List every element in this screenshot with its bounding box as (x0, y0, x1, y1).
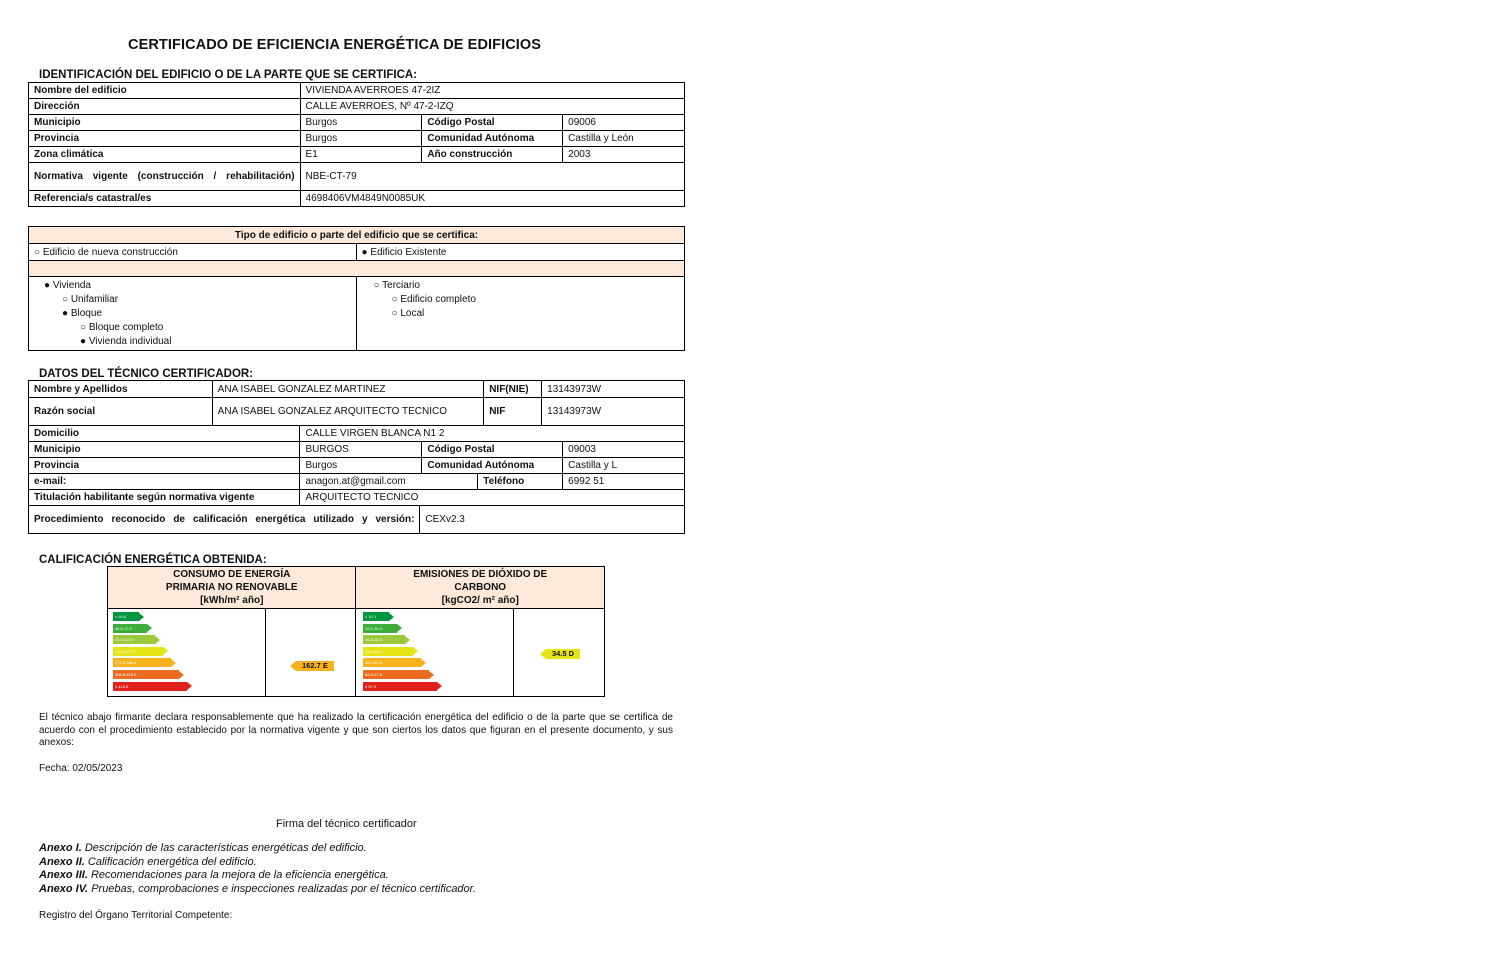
emisiones-scale-bar-g (363, 682, 449, 691)
registro-text: Registro del Órgano Territorial Competente: (39, 910, 233, 921)
anexo-text: Recomendaciones para la mejora de la eficiencia energética. (90, 869, 389, 881)
anexo-label: Anexo I. (39, 842, 82, 854)
provincia-label: Provincia (29, 131, 301, 147)
razon-label: Razón social (29, 398, 213, 426)
consumo-energy-scale (113, 612, 263, 696)
anexo-text: Calificación energética del edificio. (87, 855, 257, 868)
emisiones-scale-bar-f (363, 670, 441, 679)
emisiones-scale-letter: C (411, 636, 417, 644)
normativa-value: NBE-CT-79 (300, 163, 684, 191)
domicilio-label: Domicilio (29, 426, 300, 442)
emisiones-scale-range: 39.0-82.5 (363, 658, 421, 667)
tec-provincia-label: Provincia (29, 458, 300, 474)
telefono-value: 6992 51 (563, 474, 685, 490)
emisiones-header-line1: EMISIONES DE DIÓXIDO DE (413, 569, 548, 580)
anexo-label: Anexo III. (39, 869, 88, 881)
calificacion-heading: CALIFICACIÓN ENERGÉTICA OBTENIDA: (39, 554, 267, 566)
consumo-scale-range: 72.3-112.0 (113, 635, 155, 644)
consumo-scale-bar-f (113, 670, 191, 679)
nifnie-value: 13143973W (542, 381, 685, 398)
procedimiento-label: Procedimiento reconocido de calificación energética utilizado y versión: (29, 506, 420, 534)
emisiones-scale-range: ≥ 97.5 (363, 682, 437, 691)
tipo-table (28, 226, 685, 351)
cp-value: 09006 (563, 115, 685, 131)
consumo-scale-bar-e (113, 658, 183, 667)
emisiones-scale-letter: A (395, 613, 401, 620)
tec-municipio-value: BURGOS (300, 442, 422, 458)
emisiones-scale-range: 10.1-16.4 (363, 624, 397, 633)
telefono-label: Teléfono (478, 474, 563, 490)
nif-value: 13143973W (542, 398, 685, 426)
bloque-option: ● Bloque (62, 308, 102, 319)
titulacion-value: ARQUITECTO TECNICO (300, 490, 685, 506)
consumo-scale-letter: D (169, 647, 175, 655)
consumo-scale-bar-g (113, 682, 199, 691)
consumo-rating-value: 162.7 E (296, 661, 334, 671)
cp-label: Código Postal (422, 115, 563, 131)
emisiones-energy-scale (363, 612, 513, 696)
vivienda-individual-option: ● Vivienda individual (80, 336, 172, 347)
domicilio-value: CALLE VIRGEN BLANCA N1 2 (300, 426, 685, 442)
declaracion-text: El técnico abajo firmante declara responsablemente que ha realizado la certificación energética del edificio o de la parte que se certifica de acuerdo con el procedimiento establecido por la normativa vigente y que son ciertos los datos que figuran en el presente documento, y sus anexos: (39, 712, 673, 748)
consumo-header-line2: PRIMARIA NO RENOVABLE (165, 582, 298, 593)
zona-value: E1 (300, 147, 422, 163)
identificacion-heading: IDENTIFICACIÓN DEL EDIFICIO O DE LA PARTE QUE SE CERTIFICA: (39, 69, 418, 81)
unifamiliar-option: ○ Unifamiliar (62, 294, 119, 305)
document-title: CERTIFICADO DE EFICIENCIA ENERGÉTICA DE EDIFICIOS (128, 37, 542, 53)
consumo-scale-range: 44.6-72.3 (113, 624, 147, 633)
emisiones-scale-letter: G (443, 682, 449, 690)
provincia-value: Burgos (300, 131, 422, 147)
emisiones-scale-range: < 10.1 (363, 612, 389, 621)
fecha-text: Fecha: 02/05/2023 (39, 763, 123, 774)
nombre-edificio-value: VIVIENDA AVERROES 47-2IZ (300, 83, 684, 99)
tecnico-heading: DATOS DEL TÉCNICO CERTIFICADOR: (39, 368, 254, 380)
consumo-scale-bar-d (113, 647, 175, 656)
consumo-scale-letter: A (145, 613, 151, 620)
zona-label: Zona climática (29, 147, 301, 163)
emisiones-scale-letter: F (436, 671, 441, 678)
anexo-item (39, 842, 476, 856)
consumo-value-cell (265, 609, 356, 697)
emisiones-scale-bar-b (363, 624, 409, 633)
tecnico-table-top (28, 380, 685, 426)
firma-text: Firma del técnico certificador (276, 818, 417, 830)
consumo-scale-letter: E (178, 659, 183, 667)
consumo-scale-range: 366.5-418.5 (113, 670, 179, 679)
consumo-scale-letter: F (186, 671, 191, 678)
consumo-scale-bar-b (113, 624, 159, 633)
emisiones-scale-bar-e (363, 658, 433, 667)
tec-ca-label: Comunidad Autónoma (422, 458, 563, 474)
emisiones-scale-bar-a (363, 612, 401, 621)
emisiones-rating-pointer (540, 649, 580, 659)
titulacion-label: Titulación habilitante según normativa vigente (29, 490, 300, 506)
consumo-scale-letter: C (161, 636, 167, 644)
anio-value: 2003 (563, 147, 685, 163)
anexo-label: Anexo II. (39, 855, 85, 868)
nif-label: NIF (484, 398, 542, 426)
anexo-text: Descripción de las características energéticas del edificio. (84, 842, 367, 854)
anexo-item (39, 883, 476, 897)
nifnie-label: NIF(NIE) (484, 381, 542, 398)
consumo-scale-bar-a (113, 612, 151, 621)
anexo-text: Pruebas, comprobaciones e inspecciones realizadas por el técnico certificador. (91, 882, 476, 895)
tecnico-table-bottom (28, 425, 685, 506)
vivienda-option: ● Vivienda (44, 280, 91, 291)
consumo-header-unit: [kWh/m² año] (200, 595, 264, 606)
anexo-item (39, 856, 476, 870)
identificacion-table (28, 82, 685, 207)
emisiones-scale-range: 25.3-39.0 (363, 647, 413, 656)
consumo-scale-letter: B (153, 624, 159, 632)
emisiones-scale-bar-c (363, 635, 417, 644)
tipo-heading: Tipo de edificio o parte del edificio que se certifica: (29, 227, 685, 244)
tecnico-nombre-value: ANA ISABEL GONZALEZ MARTINEZ (212, 381, 484, 398)
edificio-completo-option: ○ Edificio completo (391, 294, 476, 305)
tec-ca-value: Castilla y L (563, 458, 685, 474)
emisiones-header-line2: CARBONO (454, 582, 507, 593)
edificio-existente-option: ● Edificio Existente (356, 244, 684, 261)
direccion-value: CALLE AVERROES, Nº 47-2-IZQ (300, 99, 684, 115)
direccion-label: Dirección (29, 99, 301, 115)
emisiones-scale-range: 16.4-25.3 (363, 635, 405, 644)
anexos-list (39, 842, 476, 896)
procedimiento-table (28, 505, 685, 534)
emisiones-header (356, 567, 605, 609)
ca-value: Castilla y León (563, 131, 685, 147)
emisiones-scale-bar-d (363, 647, 425, 656)
consumo-header (108, 567, 356, 609)
nueva-construccion-option: ○ Edificio de nueva construcción (29, 244, 357, 261)
referencia-label: Referencia/s catastral/es (29, 191, 301, 207)
anexo-label: Anexo IV. (39, 882, 89, 895)
bloque-completo-option: ○ Bloque completo (80, 322, 164, 333)
tipo-separator (29, 261, 685, 277)
normativa-label: Normativa vigente (construcción / rehabilitación) (29, 163, 301, 191)
consumo-scale-bar-c (113, 635, 167, 644)
email-value: anagon.at@gmail.com (300, 474, 478, 490)
terciario-option: ○ Terciario (373, 280, 420, 291)
nombre-edificio-label: Nombre del edificio (29, 83, 301, 99)
anexo-item (39, 869, 476, 883)
emisiones-scale-range: 82.5-97.5 (363, 670, 429, 679)
ca-label: Comunidad Autónoma (422, 131, 563, 147)
emisiones-rating-value: 34.5 D (546, 649, 580, 659)
consumo-scale-range: ≥ 418.5 (113, 682, 187, 691)
municipio-label: Municipio (29, 115, 301, 131)
consumo-rating-pointer (290, 661, 334, 671)
tec-cp-label: Código Postal (422, 442, 563, 458)
consumo-scale-range: < 44.6 (113, 612, 139, 621)
procedimiento-value: CEXv2.3 (420, 506, 685, 534)
emisiones-header-unit: [kgCO2/ m² año] (441, 595, 519, 606)
municipio-value: Burgos (300, 115, 422, 131)
emisiones-scale-letter: B (403, 624, 409, 632)
terciario-cell (356, 277, 684, 351)
emisiones-scale-letter: D (419, 647, 425, 655)
referencia-value: 4698406VM4849N0085UK (300, 191, 684, 207)
tec-cp-value: 09003 (563, 442, 685, 458)
consumo-scale-letter: G (193, 682, 199, 690)
tec-provincia-value: Burgos (300, 458, 422, 474)
consumo-header-line1: CONSUMO DE ENERGÍA (173, 569, 291, 580)
anio-label: Año construcción (422, 147, 563, 163)
emisiones-scale-letter: E (428, 659, 433, 667)
tecnico-nombre-label: Nombre y Apellidos (29, 381, 213, 398)
razon-value: ANA ISABEL GONZALEZ ARQUITECTO TECNICO (212, 398, 484, 426)
local-option: ○ Local (391, 308, 425, 319)
vivienda-cell (29, 277, 357, 351)
email-label: e-mail: (29, 474, 300, 490)
consumo-scale-range: 172.2-366.5 (113, 658, 171, 667)
tec-municipio-label: Municipio (29, 442, 300, 458)
consumo-scale-range: 112.0-172.2 (113, 647, 163, 656)
